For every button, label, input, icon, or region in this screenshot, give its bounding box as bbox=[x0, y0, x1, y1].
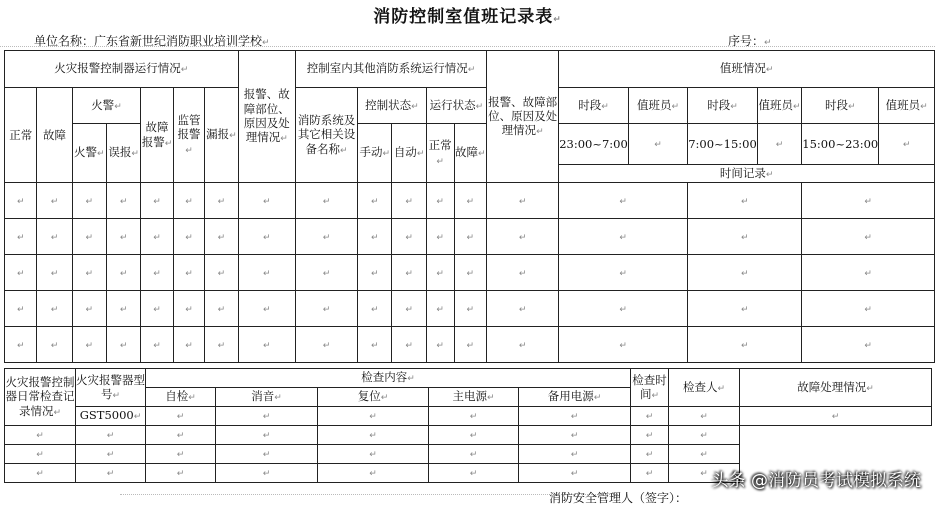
record-cell[interactable]: ↵ bbox=[205, 327, 238, 363]
record-cell[interactable]: ↵ bbox=[37, 219, 72, 255]
record-cell[interactable]: ↵ bbox=[486, 327, 558, 363]
check-cell[interactable]: ↵ bbox=[740, 407, 932, 426]
check-cell[interactable]: ↵ bbox=[631, 464, 669, 483]
run-fault-header: 故障↵ bbox=[454, 124, 486, 183]
record-row bbox=[5, 291, 935, 327]
record-row bbox=[5, 183, 935, 219]
record-cell[interactable]: ↵ bbox=[802, 219, 935, 255]
record-row bbox=[5, 219, 935, 255]
watermark: 头条 @消防员考试模拟系统 bbox=[711, 471, 921, 491]
record-cell[interactable]: ↵ bbox=[559, 291, 688, 327]
record-cell[interactable]: ↵ bbox=[688, 219, 802, 255]
check-cell[interactable]: ↵ bbox=[429, 445, 519, 464]
form-title: 消防控制室值班记录表↵ bbox=[373, 7, 562, 27]
check-cell[interactable]: ↵ bbox=[146, 464, 216, 483]
check-cell[interactable]: ↵ bbox=[631, 445, 669, 464]
record-cell[interactable]: ↵ bbox=[296, 183, 358, 219]
record-cell[interactable]: ↵ bbox=[37, 255, 72, 291]
staff-header-1: 值班员↵ bbox=[628, 88, 687, 124]
record-cell[interactable]: ↵ bbox=[426, 255, 454, 291]
record-cell[interactable]: ↵ bbox=[392, 327, 426, 363]
fire-alarm-header: 火警↵ bbox=[72, 88, 141, 124]
safety-manager-signature: 消防安全管理人（签字）： bbox=[548, 491, 687, 505]
main-power-header: 主电源↵ bbox=[429, 388, 519, 407]
record-cell[interactable]: ↵ bbox=[358, 255, 392, 291]
reset-header: 复位↵ bbox=[318, 388, 429, 407]
check-cell[interactable]: ↵ bbox=[519, 445, 631, 464]
fire-panel-header: 火灾报警控制器运行情况↵ bbox=[5, 51, 239, 88]
manual-header: 手动↵ bbox=[358, 124, 392, 183]
alarm-location-header: 报警、故障部位、原因及处理情况↵ bbox=[238, 51, 295, 183]
dotted-separator bbox=[120, 494, 620, 495]
run-status-header: 运行状态↵ bbox=[426, 88, 486, 124]
record-cell[interactable]: ↵ bbox=[392, 291, 426, 327]
check-time-header: 检查时间↵ bbox=[631, 369, 669, 407]
fire-header: 火警↵ bbox=[72, 124, 106, 183]
fault-header: 故障 bbox=[37, 88, 72, 183]
record-cell[interactable]: ↵ bbox=[173, 183, 205, 219]
record-cell[interactable]: ↵ bbox=[426, 291, 454, 327]
record-cell[interactable]: ↵ bbox=[802, 327, 935, 363]
record-cell[interactable]: ↵ bbox=[559, 219, 688, 255]
unit-name: 单位名称：广东省新世纪消防职业培训学校↵ bbox=[34, 34, 270, 48]
record-cell[interactable]: ↵ bbox=[454, 183, 486, 219]
record-cell[interactable]: ↵ bbox=[238, 327, 295, 363]
record-cell[interactable]: ↵ bbox=[559, 183, 688, 219]
self-check-header: 自检↵ bbox=[146, 388, 216, 407]
record-cell[interactable]: ↵ bbox=[688, 327, 802, 363]
check-cell[interactable]: ↵ bbox=[5, 445, 76, 464]
record-cell[interactable]: ↵ bbox=[486, 255, 558, 291]
staff-cell-3[interactable]: ↵ bbox=[879, 124, 935, 165]
record-cell[interactable]: ↵ bbox=[688, 255, 802, 291]
record-cell[interactable]: ↵ bbox=[238, 291, 295, 327]
record-cell[interactable]: ↵ bbox=[173, 219, 205, 255]
record-cell[interactable]: ↵ bbox=[454, 327, 486, 363]
record-cell[interactable]: ↵ bbox=[559, 327, 688, 363]
period-header-3: 时段↵ bbox=[802, 88, 879, 124]
record-cell[interactable]: ↵ bbox=[486, 291, 558, 327]
backup-power-header: 备用电源↵ bbox=[519, 388, 631, 407]
record-cell[interactable]: ↵ bbox=[173, 291, 205, 327]
auto-header: 自动↵ bbox=[392, 124, 426, 183]
check-cell[interactable]: ↵ bbox=[519, 464, 631, 483]
record-cell[interactable]: ↵ bbox=[205, 255, 238, 291]
check-cell[interactable]: ↵ bbox=[146, 426, 216, 445]
record-cell[interactable]: ↵ bbox=[454, 291, 486, 327]
period-value-1: 23:00~7:00 bbox=[559, 124, 629, 165]
record-cell[interactable]: ↵ bbox=[454, 219, 486, 255]
fault-handling-header: 故障处理情况↵ bbox=[740, 369, 932, 407]
supervise-alarm-header: 监管报警↵ bbox=[173, 88, 205, 183]
model-value: GST5000↵ bbox=[76, 407, 146, 426]
check-row bbox=[5, 426, 932, 445]
model-header: 火灾报警器型号↵ bbox=[76, 369, 146, 407]
record-cell[interactable]: ↵ bbox=[205, 291, 238, 327]
check-cell[interactable]: ↵ bbox=[669, 407, 740, 426]
record-cell[interactable]: ↵ bbox=[37, 183, 72, 219]
record-cell[interactable]: ↵ bbox=[141, 291, 173, 327]
record-cell[interactable]: ↵ bbox=[392, 219, 426, 255]
run-normal-header: 正常↵ bbox=[426, 124, 454, 183]
staff-header-3: 值班员↵ bbox=[879, 88, 935, 124]
check-cell[interactable]: ↵ bbox=[429, 407, 519, 426]
record-cell[interactable]: ↵ bbox=[296, 327, 358, 363]
record-cell[interactable]: ↵ bbox=[486, 183, 558, 219]
check-cell[interactable]: ↵ bbox=[76, 445, 146, 464]
record-cell[interactable]: ↵ bbox=[205, 183, 238, 219]
record-cell[interactable]: ↵ bbox=[106, 327, 140, 363]
record-cell[interactable]: ↵ bbox=[5, 255, 37, 291]
record-cell[interactable]: ↵ bbox=[358, 291, 392, 327]
check-row bbox=[5, 445, 932, 464]
record-cell[interactable]: ↵ bbox=[486, 219, 558, 255]
record-cell[interactable]: ↵ bbox=[5, 183, 37, 219]
record-cell[interactable]: ↵ bbox=[72, 219, 106, 255]
record-cell[interactable]: ↵ bbox=[238, 183, 295, 219]
check-cell[interactable]: ↵ bbox=[429, 464, 519, 483]
check-cell[interactable]: ↵ bbox=[146, 445, 216, 464]
check-cell[interactable]: ↵ bbox=[76, 464, 146, 483]
record-cell[interactable]: ↵ bbox=[358, 183, 392, 219]
check-cell[interactable]: ↵ bbox=[429, 426, 519, 445]
check-cell[interactable]: ↵ bbox=[216, 445, 318, 464]
system-name-header: 消防系统及其它相关设备名称↵ bbox=[296, 88, 358, 183]
record-cell[interactable]: ↵ bbox=[141, 255, 173, 291]
record-cell[interactable]: ↵ bbox=[5, 219, 37, 255]
staff-cell-2[interactable]: ↵ bbox=[757, 124, 802, 165]
record-cell[interactable]: ↵ bbox=[426, 183, 454, 219]
check-cell[interactable]: ↵ bbox=[318, 426, 429, 445]
alarm-location-header-2: 报警、故障部位、原因及处理情况↵ bbox=[486, 51, 558, 183]
record-cell[interactable]: ↵ bbox=[173, 327, 205, 363]
check-cell[interactable]: ↵ bbox=[631, 407, 669, 426]
record-cell[interactable]: ↵ bbox=[205, 219, 238, 255]
check-cell[interactable]: ↵ bbox=[216, 407, 318, 426]
fault-alarm-header: 故障报警↵ bbox=[141, 88, 173, 183]
record-cell[interactable]: ↵ bbox=[559, 255, 688, 291]
false-alarm-header: 误报↵ bbox=[106, 124, 140, 183]
record-cell[interactable]: ↵ bbox=[141, 219, 173, 255]
period-value-2: 7:00~15:00 bbox=[688, 124, 758, 165]
check-cell[interactable]: ↵ bbox=[519, 426, 631, 445]
record-cell[interactable]: ↵ bbox=[72, 255, 106, 291]
record-cell[interactable]: ↵ bbox=[238, 255, 295, 291]
record-cell[interactable]: ↵ bbox=[426, 219, 454, 255]
record-cell[interactable]: ↵ bbox=[37, 327, 72, 363]
period-header-2: 时段↵ bbox=[688, 88, 758, 124]
record-cell[interactable]: ↵ bbox=[106, 183, 140, 219]
time-record-header: 时间记录↵ bbox=[559, 165, 935, 183]
check-cell[interactable]: ↵ bbox=[216, 426, 318, 445]
record-cell[interactable]: ↵ bbox=[358, 219, 392, 255]
dotted-separator bbox=[0, 46, 935, 47]
record-cell[interactable]: ↵ bbox=[688, 291, 802, 327]
record-cell[interactable]: ↵ bbox=[141, 327, 173, 363]
record-cell[interactable]: ↵ bbox=[106, 255, 140, 291]
check-cell[interactable]: ↵ bbox=[318, 464, 429, 483]
check-cell[interactable]: ↵ bbox=[669, 445, 740, 464]
record-cell[interactable]: ↵ bbox=[802, 291, 935, 327]
duty-record-table bbox=[4, 50, 935, 363]
record-cell[interactable]: ↵ bbox=[72, 183, 106, 219]
period-value-3: 15:00~23:00 bbox=[802, 124, 879, 165]
check-cell[interactable]: ↵ bbox=[146, 407, 216, 426]
silence-header: 消音↵ bbox=[216, 388, 318, 407]
period-header-1: 时段↵ bbox=[559, 88, 629, 124]
missed-report-header: 漏报↵ bbox=[205, 88, 238, 183]
check-cell[interactable]: ↵ bbox=[631, 426, 669, 445]
check-cell[interactable]: ↵ bbox=[216, 464, 318, 483]
record-cell[interactable]: ↵ bbox=[106, 219, 140, 255]
record-cell[interactable]: ↵ bbox=[141, 183, 173, 219]
inspector-header: 检查人↵ bbox=[669, 369, 740, 407]
record-cell[interactable]: ↵ bbox=[392, 183, 426, 219]
check-cell[interactable]: ↵ bbox=[5, 464, 76, 483]
check-cell[interactable]: ↵ bbox=[669, 464, 740, 483]
record-cell[interactable]: ↵ bbox=[392, 255, 426, 291]
serial-number: 序号：↵ bbox=[728, 34, 772, 48]
record-cell[interactable]: ↵ bbox=[72, 291, 106, 327]
record-cell[interactable]: ↵ bbox=[37, 291, 72, 327]
record-cell[interactable]: ↵ bbox=[238, 219, 295, 255]
staff-cell-1[interactable]: ↵ bbox=[628, 124, 687, 165]
record-cell[interactable]: ↵ bbox=[296, 291, 358, 327]
check-cell[interactable]: ↵ bbox=[519, 407, 631, 426]
staff-header-2: 值班员↵ bbox=[757, 88, 802, 124]
record-cell[interactable]: ↵ bbox=[802, 255, 935, 291]
duty-header: 值班情况↵ bbox=[559, 51, 935, 88]
daily-check-label: 火灾报警控制器日常检查记录情况↵ bbox=[5, 369, 76, 426]
record-cell[interactable]: ↵ bbox=[802, 183, 935, 219]
record-cell[interactable]: ↵ bbox=[72, 327, 106, 363]
check-cell[interactable]: ↵ bbox=[318, 407, 429, 426]
record-cell[interactable]: ↵ bbox=[454, 255, 486, 291]
record-cell[interactable]: ↵ bbox=[296, 219, 358, 255]
control-status-header: 控制状态↵ bbox=[358, 88, 427, 124]
record-cell[interactable]: ↵ bbox=[5, 291, 37, 327]
record-cell[interactable]: ↵ bbox=[688, 183, 802, 219]
record-cell[interactable]: ↵ bbox=[358, 327, 392, 363]
normal-header: 正常 bbox=[5, 88, 37, 183]
check-cell[interactable]: ↵ bbox=[5, 426, 76, 445]
record-cell[interactable]: ↵ bbox=[106, 291, 140, 327]
record-row bbox=[5, 327, 935, 363]
record-cell[interactable]: ↵ bbox=[426, 327, 454, 363]
record-cell[interactable]: ↵ bbox=[5, 327, 37, 363]
record-cell[interactable]: ↵ bbox=[296, 255, 358, 291]
check-cell[interactable]: ↵ bbox=[318, 445, 429, 464]
other-systems-header: 控制室内其他消防系统运行情况↵ bbox=[296, 51, 487, 88]
record-cell[interactable]: ↵ bbox=[173, 255, 205, 291]
record-row bbox=[5, 255, 935, 291]
check-content-header: 检查内容↵ bbox=[146, 369, 631, 388]
check-cell[interactable]: ↵ bbox=[76, 426, 146, 445]
check-cell[interactable]: ↵ bbox=[669, 426, 740, 445]
